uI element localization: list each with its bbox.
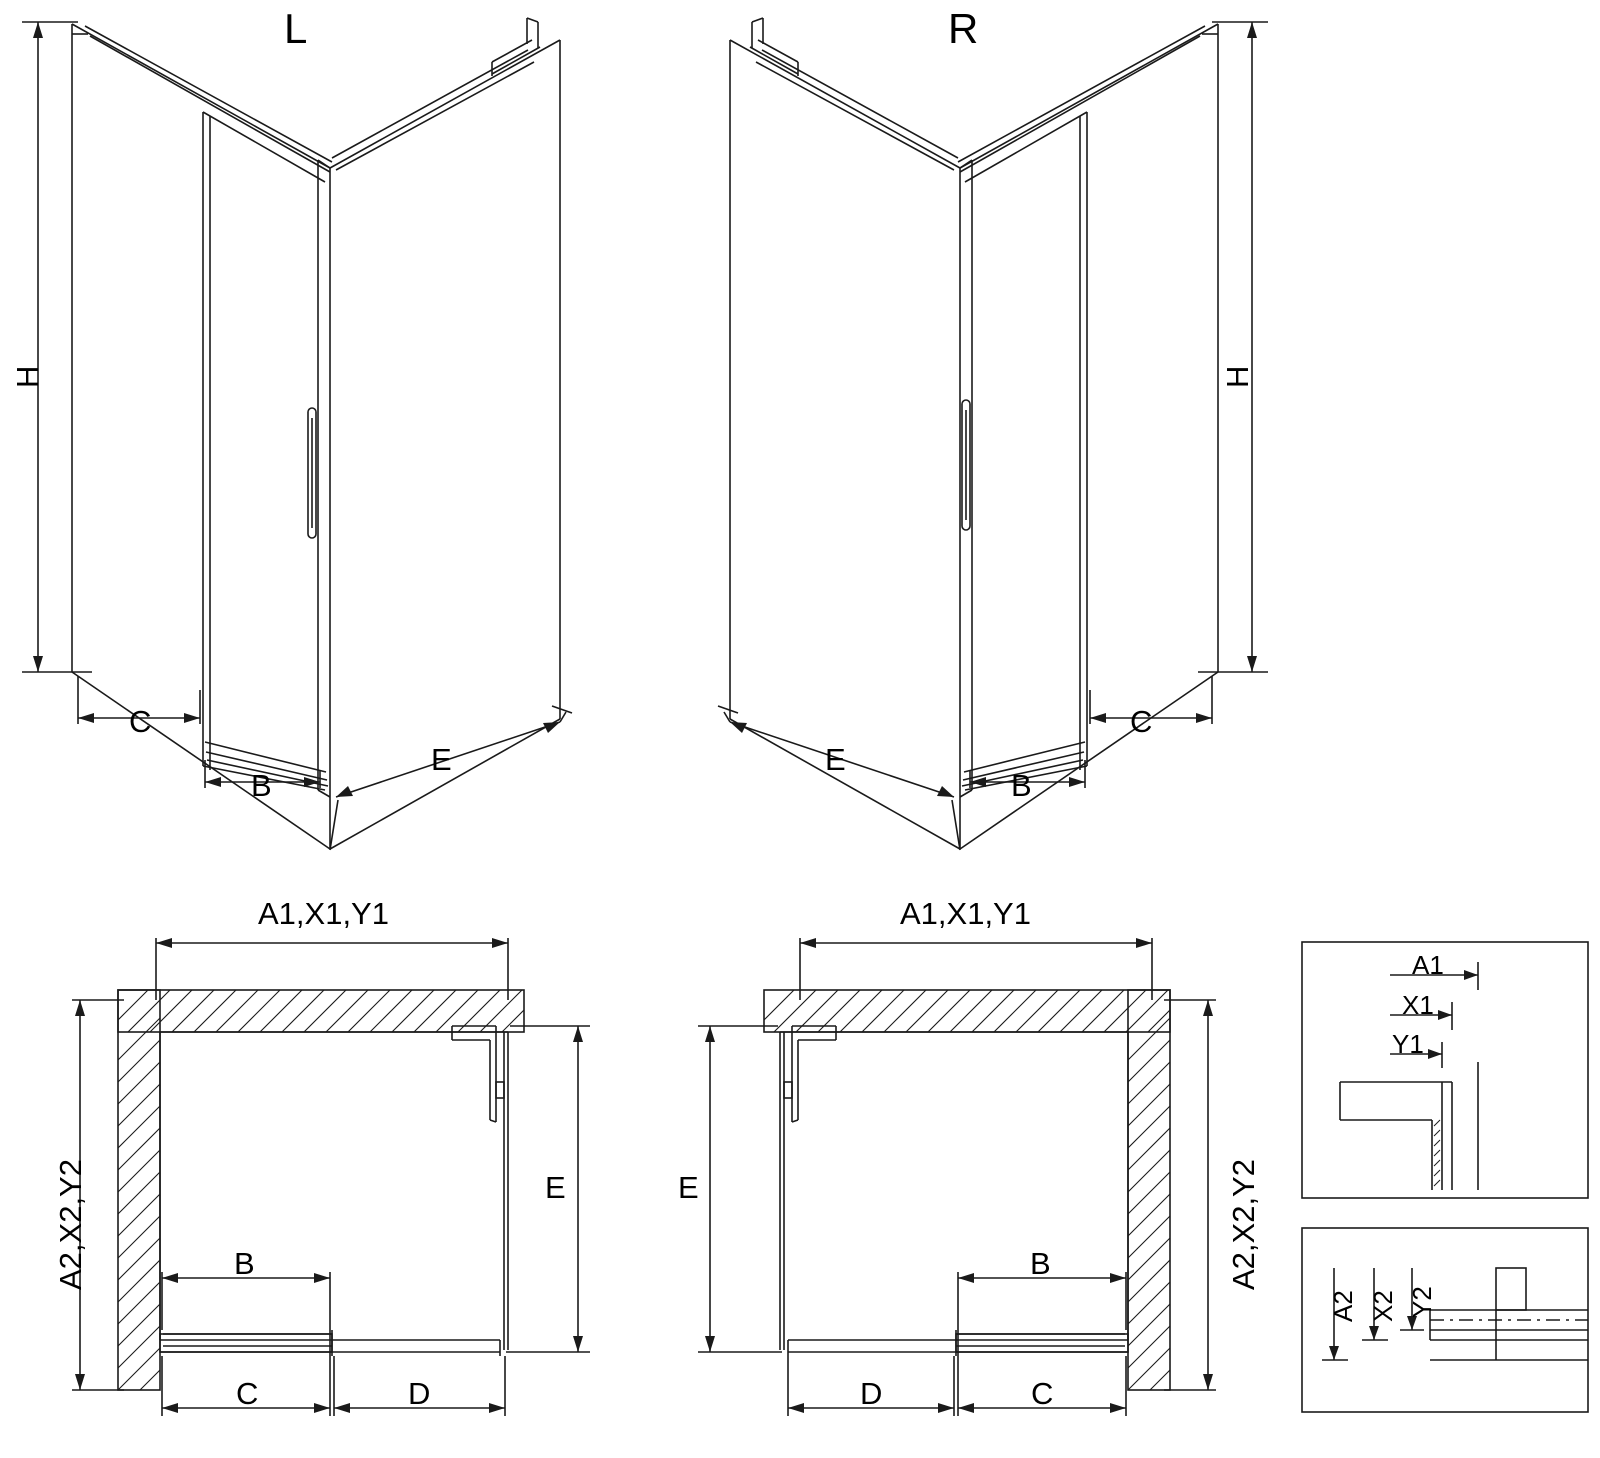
plan-left-enclosure — [160, 1026, 508, 1356]
iso-right-door — [962, 112, 1087, 790]
detail-a1-label: A1 — [1412, 950, 1444, 980]
iso-left-height-label: H — [10, 365, 45, 388]
iso-right-c-label: C — [1130, 704, 1153, 739]
plan-left-b-label: B — [234, 1246, 255, 1281]
plan-left-d-label: D — [408, 1376, 431, 1411]
iso-right-bottom-dimensions — [718, 676, 1212, 850]
iso-right-title: R — [948, 5, 979, 52]
iso-left-door — [203, 112, 328, 790]
plan-right-enclosure — [780, 1026, 1128, 1356]
plan-right-b-label: B — [1030, 1246, 1051, 1281]
iso-right-e-label: E — [825, 742, 846, 777]
iso-left-e-label: E — [431, 742, 452, 777]
iso-left-b-label: B — [251, 768, 272, 803]
detail-x2-label: X2 — [1368, 1290, 1398, 1322]
plan-left-side-dim-label: A2,X2,Y2 — [53, 1159, 88, 1290]
plan-left-top-dim-label: A1,X1,Y1 — [258, 896, 389, 931]
plan-left-dimensions — [72, 1000, 590, 1416]
plan-right-dimensions — [698, 1000, 1216, 1416]
detail-a2-label: A2 — [1328, 1290, 1358, 1322]
iso-left-bottom-dimensions — [78, 676, 572, 850]
detail-top-box — [1302, 942, 1588, 1198]
iso-left-c-label: C — [129, 704, 152, 739]
iso-right-height-dimension — [1198, 22, 1268, 672]
detail-y2-label: Y2 — [1407, 1286, 1437, 1318]
detail-x1-label: X1 — [1402, 990, 1434, 1020]
plan-left-c-label: C — [236, 1376, 259, 1411]
plan-right-d-label: D — [860, 1376, 883, 1411]
iso-left-title: L — [284, 5, 308, 52]
plan-right-side-dim-label: A2,X2,Y2 — [1226, 1159, 1261, 1290]
iso-left-height-dimension — [22, 22, 92, 672]
plan-right-c-label: C — [1031, 1376, 1054, 1411]
plan-left-e-label: E — [545, 1170, 566, 1205]
plan-right-e-label: E — [678, 1170, 699, 1205]
iso-right-height-label: H — [1220, 365, 1255, 388]
plan-right-wall-side — [1128, 990, 1170, 1390]
iso-right-b-label: B — [1011, 768, 1032, 803]
plan-left-wall-side — [118, 990, 160, 1390]
detail-y1-label: Y1 — [1392, 1029, 1424, 1059]
plan-right-top-dim-label: A1,X1,Y1 — [900, 896, 1031, 931]
